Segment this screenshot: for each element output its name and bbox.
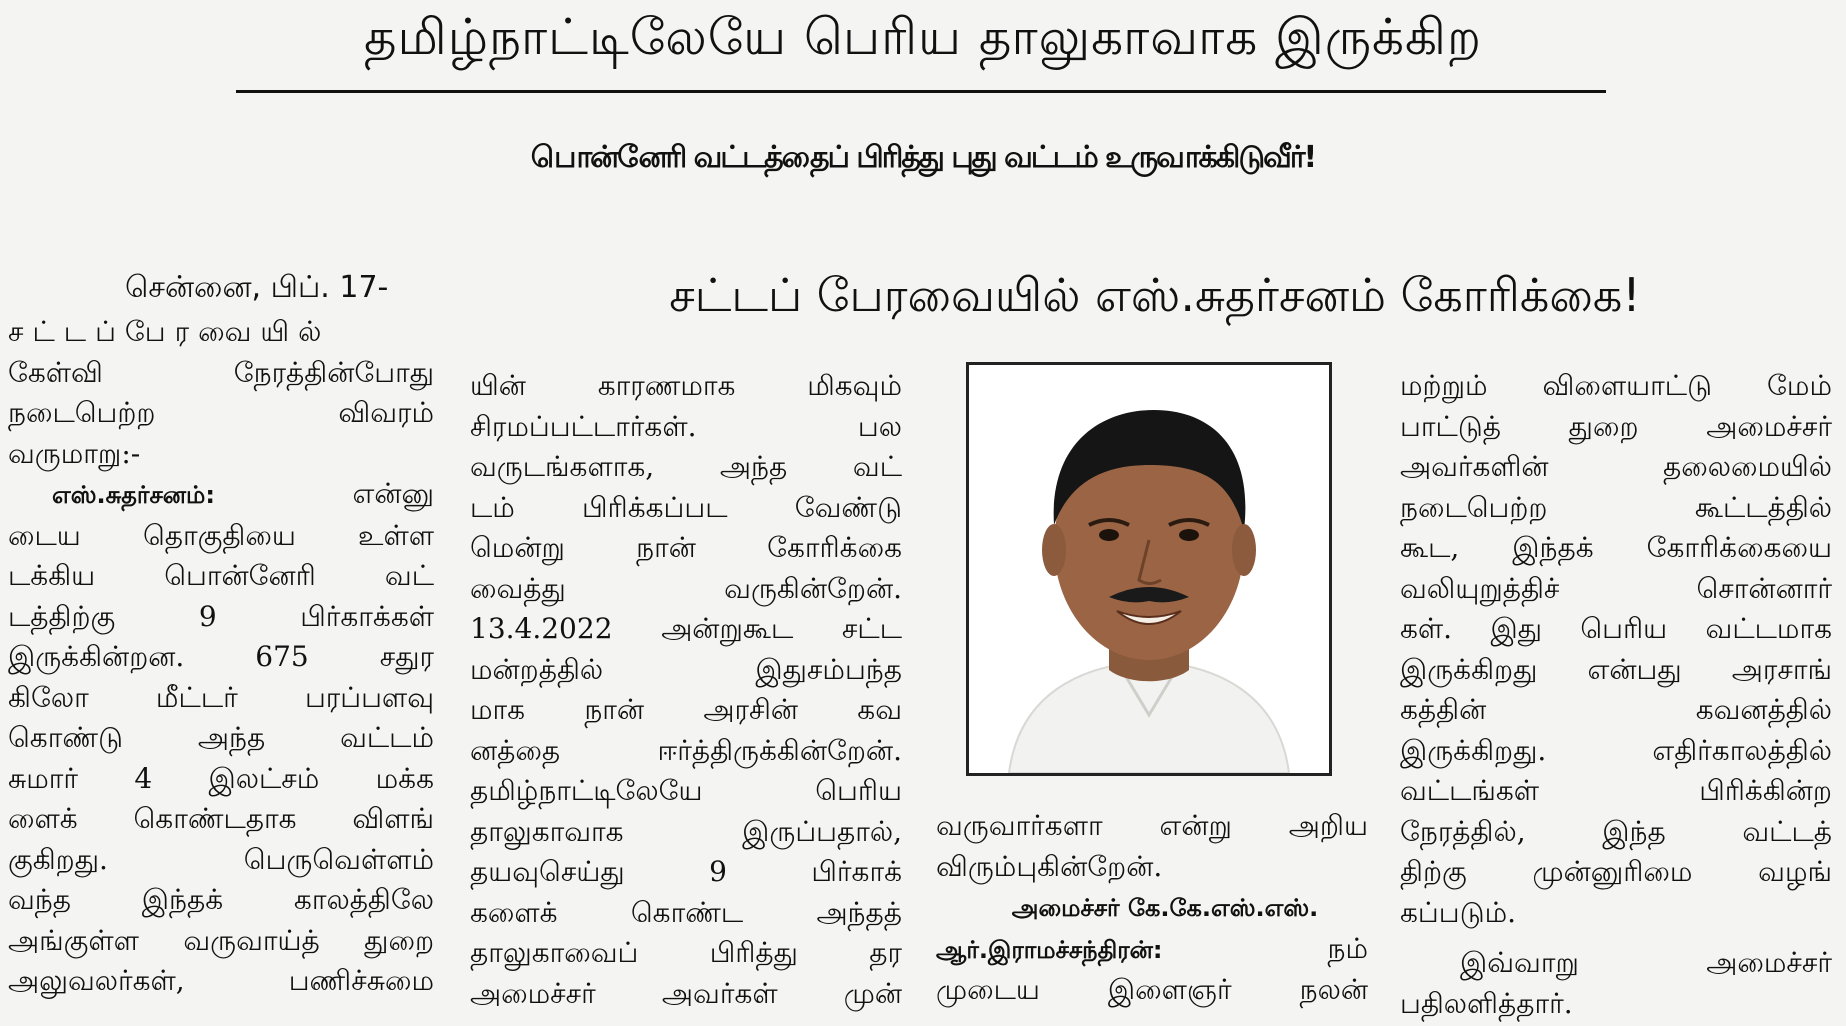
speaker-name-line-1: அமைச்சர் கே.கே.எஸ்.எஸ். bbox=[1011, 894, 1319, 922]
text-line: நடைபெற்ற கூட்டத்தில் bbox=[1400, 490, 1832, 524]
kicker-underline bbox=[236, 90, 1606, 93]
text-line: கத்தின் கவனத்தில் bbox=[1400, 693, 1832, 726]
portrait-photo bbox=[966, 362, 1332, 776]
text-line: டைய தொகுதியை உள்ள bbox=[8, 518, 434, 552]
text-line: மற்றும் விளையாட்டு மேம் bbox=[1400, 369, 1832, 402]
text-line: விரும்புகின்றேன். bbox=[936, 849, 1163, 883]
speaker-line bbox=[936, 929, 1368, 971]
text-line: முடைய இளைஞர் நலன் bbox=[936, 973, 1368, 1006]
text-line: இருக்கின்றன. 675 சதுர bbox=[8, 640, 434, 673]
text-line: சிரமப்பட்டார்கள். பல bbox=[470, 409, 902, 443]
dateline: சென்னை, பிப். 17- bbox=[125, 270, 389, 305]
text-line: கேள்வி நேரத்தின்போது bbox=[8, 355, 434, 389]
column-body bbox=[470, 366, 902, 1014]
text-line: டக்கிய பொன்னேரி வட் bbox=[8, 559, 434, 592]
column-body bbox=[1400, 366, 1832, 933]
text-line: இவ்வாறு அமைச்சர் bbox=[1460, 946, 1832, 979]
text-line: திற்கு முன்னுரிமை வழங் bbox=[1400, 855, 1832, 888]
text-line: வலியுறுத்திச் சொன்னார் bbox=[1400, 571, 1832, 605]
text-line: வருவார்களா என்று அறிய bbox=[936, 809, 1368, 842]
person-portrait-icon bbox=[969, 365, 1329, 773]
column-body bbox=[8, 516, 434, 1002]
text-line: டத்திற்கு 9 பிர்காக்கள் bbox=[8, 599, 434, 633]
text-line: பாட்டுத் துறை அமைச்சர் bbox=[1400, 409, 1832, 443]
text-line: கிலோ மீட்டர் பரப்பளவு bbox=[8, 680, 434, 714]
text-line: யின் காரணமாக மிகவும் bbox=[470, 369, 902, 402]
speaker-line bbox=[936, 887, 1368, 929]
speaker-name-line-2: ஆர்.இராமச்சந்திரன்: bbox=[936, 935, 1163, 964]
text-line: வட்டங்கள் பிரிக்கின்ற bbox=[1400, 774, 1832, 807]
main-headline: பொன்னேரி வட்டத்தைப் பிரித்து புது வட்டம் உருவாக்கிடுவீர்! bbox=[530, 140, 1316, 175]
text-line: அமைச்சர் அவர்கள் முன் bbox=[470, 976, 902, 1010]
kicker-headline: தமிழ்நாட்டிலேயே பெரிய தாலுகாவாக இருக்கிற bbox=[363, 8, 1483, 66]
text-line: இருக்கிறது. எதிர்காலத்தில் bbox=[1400, 733, 1832, 767]
article-column-3 bbox=[936, 806, 1368, 1011]
text-line: அலுவலர்கள், பணிச்சுமை bbox=[8, 964, 434, 997]
speaker-tail: நம் bbox=[1327, 931, 1368, 965]
text-line: வருடங்களாக, அந்த வட் bbox=[470, 450, 902, 483]
subheadline: சட்டப் பேரவையில் எஸ்.சுதர்சனம் கோரிக்கை! bbox=[669, 268, 1641, 322]
text-line: களைக் கொண்ட அந்தத் bbox=[470, 895, 902, 929]
text-line: னத்தை ஈர்த்திருக்கின்றேன். bbox=[470, 733, 902, 767]
text-line: தாலுகாவாக இருப்பதால், bbox=[470, 814, 902, 848]
text-line: பதிலளித்தார். bbox=[1400, 986, 1573, 1020]
text-line: வந்த இந்தக் காலத்திலே bbox=[8, 883, 434, 916]
text-line: 13.4.2022 அன்றுகூட சட்ட bbox=[470, 612, 902, 645]
text-line: ளைக் கொண்டதாக விளங் bbox=[8, 802, 434, 835]
text-line: தாலுகாவைப் பிரித்து தர bbox=[470, 936, 902, 969]
text-line: நடைபெற்ற விவரம் bbox=[8, 396, 434, 429]
text-line: அவர்களின் தலைமையில் bbox=[1400, 450, 1832, 483]
text-line: டம் பிரிக்கப்பட வேண்டு bbox=[470, 490, 902, 524]
text-line: இருக்கிறது என்பது அரசாங் bbox=[1400, 652, 1832, 686]
text-line: வைத்து வருகின்றேன். bbox=[470, 571, 902, 605]
text-line: சட்டப்பேரவையில் bbox=[8, 315, 331, 348]
text-line: மாக நான் அரசின் கவ bbox=[470, 693, 902, 726]
text-line: கூட, இந்தக் கோரிக்கையை bbox=[1400, 531, 1832, 564]
article-column-1 bbox=[8, 312, 434, 1002]
article-column-2 bbox=[470, 366, 902, 1014]
text-line: கள். இது பெரிய வட்டமாக bbox=[1400, 612, 1832, 645]
text-line: மன்றத்தில் இதுசம்பந்த bbox=[470, 652, 902, 686]
text-line: குகிறது. பெருவெள்ளம் bbox=[8, 842, 434, 876]
text-line: சுமார் 4 இலட்சம் மக்க bbox=[8, 761, 434, 795]
text-line: தயவுசெய்து 9 பிர்காக் bbox=[470, 855, 902, 888]
speaker-line bbox=[8, 474, 434, 516]
speaker-tail: என்னு bbox=[352, 477, 434, 510]
text-line: நேரத்தில், இந்த வட்டத் bbox=[1400, 814, 1832, 848]
article-column-4 bbox=[1400, 366, 1832, 1024]
text-line: அங்குள்ள வருவாய்த் துறை bbox=[8, 923, 434, 957]
speaker-name: எஸ்.சுதர்சனம்: bbox=[52, 481, 215, 509]
text-line: தமிழ்நாட்டிலேயே பெரிய bbox=[470, 774, 902, 807]
text-line: வருமாறு:- bbox=[8, 436, 141, 470]
text-line: மென்று நான் கோரிக்கை bbox=[470, 531, 902, 564]
text-line: கொண்டு அந்த வட்டம் bbox=[8, 721, 434, 754]
text-line: கப்படும். bbox=[1400, 895, 1517, 929]
